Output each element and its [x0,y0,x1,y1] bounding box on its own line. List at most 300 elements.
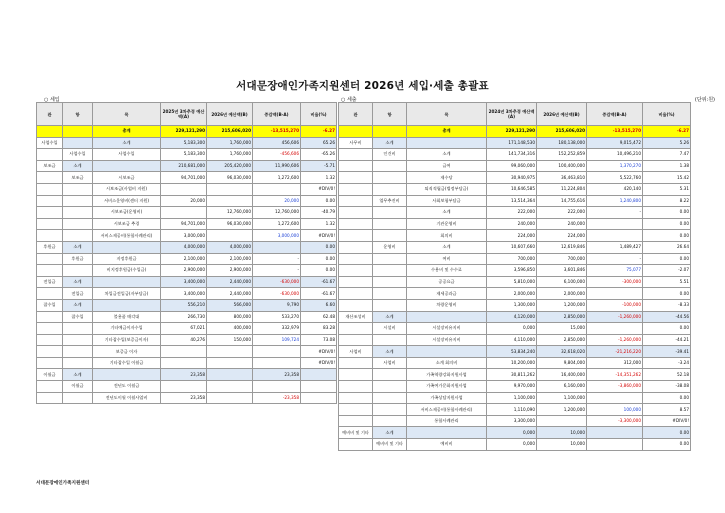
cell-b: 400,000 [207,323,253,335]
cell-d: 332,979 [253,323,301,335]
subtotal-row [339,427,691,439]
cell-c1 [37,218,63,230]
cell-b: 240,000 [537,218,587,230]
table-row [339,299,691,311]
cell-c3: 서비스제공비(통합사례관리) [93,230,161,242]
cell-b: 2,440,000 [207,276,253,288]
cell-r: 0.00 [301,241,337,253]
cell-d [587,427,643,439]
cell-r: 26.64 [643,241,691,253]
cell-c3: 기타잡수입 이월금 [93,357,161,369]
cell-c3: 소계 [407,207,487,219]
cell-d [587,439,643,451]
cell-b: 3,601,846 [537,265,587,277]
cell-c2: 예비비 및 기타 [373,439,407,451]
cell-b: 4,000,000 [207,241,253,253]
cell-c1 [37,172,63,184]
cell-c2: 소계 [373,311,407,323]
cell-c2: 시설비 [373,323,407,335]
cell-c2 [63,183,93,195]
cell-r: -38.08 [643,381,691,393]
cell-c2 [63,346,93,358]
cell-d: 1,370,270 [587,160,643,172]
cell-c2 [373,218,407,230]
cell-r: 6.60 [301,299,337,311]
income-header-row [37,103,337,126]
table-row [339,415,691,427]
table-row [37,265,337,277]
cell-c2 [63,265,93,277]
table-row [37,183,337,195]
cell-c2 [373,369,407,381]
table-row [339,404,691,416]
cell-b: 32,618,020 [537,346,587,358]
cell-r: 8.57 [643,404,691,416]
table-row [37,207,337,219]
subtotal-row [339,346,691,358]
cell-c1 [37,149,63,161]
cell-r: #DIV/0! [301,346,337,358]
column-header: 증감액(B-A) [587,103,643,126]
table-row [37,346,337,358]
cell-a [161,357,207,369]
cell-b [207,357,253,369]
cell-c2 [373,334,407,346]
cell-c2: 소계 [63,299,93,311]
table-row [339,195,691,207]
total-row [339,126,691,138]
cell-d [587,323,643,335]
cell-a: 240,000 [487,218,537,230]
cell-c3: 여비 [407,253,487,265]
cell-c2 [373,253,407,265]
cell-c1: 재산조성비 [339,311,373,323]
table-row [339,392,691,404]
cell-r [301,381,337,393]
cell-a: 9,970,000 [487,381,537,393]
cell-d: - [253,253,301,265]
cell-c3: 예비비 [407,439,487,451]
cell-a: 67,021 [161,323,207,335]
cell-c1 [37,195,63,207]
cell-r: 0.00 [643,288,691,300]
cell-b: 12,619,846 [537,241,587,253]
cell-c1 [339,195,373,207]
cell-c1 [339,323,373,335]
cell-c2: 잡수입 [63,311,93,323]
cell-c3: 퇴직적립금(법정부담금) [407,183,487,195]
cell-b: 2,900,000 [207,265,253,277]
page-title: 서대문장애인가족지원센터 2026년 세입·세출 총괄표 [236,80,489,92]
table-row [37,323,337,335]
cell-d: 9,015,472 [587,137,643,149]
table-row [37,253,337,265]
cell-r: 0.00 [643,207,691,219]
cell-c2 [373,299,407,311]
cell-c3 [407,137,487,149]
cell-b: 2,100,000 [207,253,253,265]
cell-c2: 이월금 [63,381,93,393]
cell-b: 566,000 [207,299,253,311]
cell-a [161,346,207,358]
subtotal-row [37,369,337,381]
cell-b: 180,138,000 [537,137,587,149]
cell-c2: 소계 [373,346,407,358]
cell-d: -100,000 [587,299,643,311]
cell-c1: 사업비 [339,346,373,358]
cell-b: 1,760,000 [207,149,253,161]
cell-c2 [63,207,93,219]
cell-r: 1.32 [301,218,337,230]
cell-a: 99,060,000 [487,160,537,172]
cell-a [161,183,207,195]
cell-c1 [339,207,373,219]
cell-r: -65.26 [301,149,337,161]
cell-c2 [373,276,407,288]
cell-c3: 제수당 [407,172,487,184]
cell-r: 0.00 [643,392,691,404]
cell-c3: 통합사례관리 [407,415,487,427]
cell-c2 [63,334,93,346]
cell-a: 10,607,660 [487,241,537,253]
cell-c3: 제세공과금 [407,288,487,300]
cell-c2 [373,381,407,393]
cell-c1 [37,126,63,138]
cell-d: -456,606 [253,149,301,161]
cell-c2 [373,265,407,277]
cell-b: 215,606,020 [207,126,253,138]
column-header: 2024년 3차추경 예산액(A) [487,103,537,126]
cell-d: 312,000 [587,357,643,369]
cell-r: -5.71 [301,160,337,172]
cell-c3: 회의비 [407,230,487,242]
cell-c1 [339,404,373,416]
cell-c1 [37,311,63,323]
cell-d [253,346,301,358]
cell-c2: 소계 [63,276,93,288]
cell-a: 229,121,290 [487,126,537,138]
cell-c1 [37,323,63,335]
cell-c1 [339,439,373,451]
cell-c1 [339,160,373,172]
table-row [339,172,691,184]
subtotal-row [339,311,691,323]
cell-c1 [339,149,373,161]
cell-c3: 보증금 이자 [93,346,161,358]
cell-r: 73.08 [301,334,337,346]
cell-c3: 총계 [93,126,161,138]
cell-c1 [37,357,63,369]
cell-c2 [373,160,407,172]
cell-b: 96,030,000 [207,218,253,230]
cell-c3: 불용품 매각대 [93,311,161,323]
column-header: 비율(%) [643,103,691,126]
cell-c2 [63,230,93,242]
cell-b: 2,000,000 [537,288,587,300]
expense-section-label: ○ 세출 [341,97,357,103]
cell-c2: 사업수입 [63,149,93,161]
cell-c3 [93,369,161,381]
cell-c1 [37,183,63,195]
table-row [37,230,337,242]
cell-a: 5,183,300 [161,137,207,149]
expense-header-row [339,103,691,126]
cell-d: 23,358 [253,369,301,381]
table-row [339,276,691,288]
table-row [339,369,691,381]
cell-c1: 사업수입 [37,137,63,149]
cell-b [207,183,253,195]
cell-c3 [407,311,487,323]
cell-d: 456,606 [253,137,301,149]
cell-c3 [93,160,161,172]
cell-c3: 시설장비유지비 [407,334,487,346]
cell-r: 0.00 [643,218,691,230]
cell-a: 30,940,975 [487,172,537,184]
cell-d: 12,760,000 [253,207,301,219]
cell-r [301,369,337,381]
cell-c1: 전입금 [37,276,63,288]
column-header: 항 [63,103,93,126]
cell-c3: 공공요금 [407,276,487,288]
table-row [339,381,691,393]
cell-c1 [339,172,373,184]
cell-a [161,381,207,393]
cell-c1: 사무비 [339,137,373,149]
cell-a: 4,000,000 [161,241,207,253]
cell-d: -630,000 [253,288,301,300]
cell-r: 0.00 [643,253,691,265]
cell-c3: 가족상담지원사업 [407,392,487,404]
cell-a: 171,148,530 [487,137,537,149]
income-section-label: ○ 세입 [44,97,60,103]
cell-a: 4,110,000 [487,334,537,346]
cell-c1 [339,415,373,427]
cell-c3: 전년도 이월금 [93,381,161,393]
cell-c2: 소계 [63,241,93,253]
cell-c1 [339,381,373,393]
cell-a: 3,300,000 [487,415,537,427]
cell-b: 10,000 [537,427,587,439]
cell-c2: 운영비 [373,241,407,253]
cell-c2 [373,126,407,138]
cell-d: 1,272,600 [253,172,301,184]
cell-c2 [63,323,93,335]
cell-c1 [37,334,63,346]
subtotal-row [37,276,337,288]
cell-a: 13,514,364 [487,195,537,207]
cell-d: - [253,265,301,277]
table-row [339,288,691,300]
cell-c3: 비지정후원금(수입금) [93,265,161,277]
cell-r: 62.48 [301,311,337,323]
cell-b [207,230,253,242]
cell-r: -8.33 [643,299,691,311]
cell-b: 1,100,000 [537,392,587,404]
cell-r: 0.00 [643,323,691,335]
cell-c3 [93,241,161,253]
column-header: 비율(%) [301,103,337,126]
cell-b [207,392,253,404]
cell-d: -13,515,270 [587,126,643,138]
cell-a: 40,276 [161,334,207,346]
cell-r: 7.47 [643,149,691,161]
cell-a: 266,730 [161,311,207,323]
cell-b: 1,200,000 [537,299,587,311]
cell-a: 1,300,000 [487,299,537,311]
cell-r: -6.27 [301,126,337,138]
cell-c2: 인건비 [373,149,407,161]
table-row [339,253,691,265]
cell-d: 420,140 [587,183,643,195]
cell-d: - [587,207,643,219]
cell-c2: 후원금 [63,253,93,265]
cell-a: 10,646,585 [487,183,537,195]
cell-c3: 지정후원금 [93,253,161,265]
cell-c3: 사회보험부담금 [407,195,487,207]
cell-c1: 잡수입 [37,299,63,311]
table-row [339,241,691,253]
cell-a: 1,110,090 [487,404,537,416]
cell-r: -40.79 [301,207,337,219]
cell-a: 0,000 [487,427,537,439]
cell-r [301,392,337,404]
cell-r: 0.00 [301,253,337,265]
cell-r: 5.31 [643,183,691,195]
cell-d [253,183,301,195]
cell-r: -61.67 [301,276,337,288]
cell-d: 10,496,210 [587,149,643,161]
cell-r: -3.24 [643,357,691,369]
cell-a: 222,000 [487,207,537,219]
cell-d: 1,489,427 [587,241,643,253]
cell-b: 150,000 [207,334,253,346]
cell-d [587,230,643,242]
cell-c3: 총계 [407,126,487,138]
cell-r: -44.56 [643,311,691,323]
cell-c1 [339,265,373,277]
cell-r: 1.32 [301,172,337,184]
cell-r: 65.26 [301,137,337,149]
cell-a: 0,000 [487,439,537,451]
table-row [339,160,691,172]
cell-c3: 시보조금 [93,172,161,184]
table-row [37,334,337,346]
cell-b: 215,606,020 [537,126,587,138]
cell-b: 11,224,804 [537,183,587,195]
cell-r: -44.21 [643,334,691,346]
income-table [36,102,337,404]
column-header: 증감액(B-A) [253,103,301,126]
cell-a: 141,734,316 [487,149,537,161]
cell-c1 [37,381,63,393]
cell-b: 36,463,810 [537,172,587,184]
cell-c2 [373,415,407,427]
cell-c3: 시보조금(운영비) [93,207,161,219]
table-row [339,218,691,230]
cell-c3: 기타잡수입(보증금이자) [93,334,161,346]
cell-a: 23,358 [161,369,207,381]
cell-c2 [63,218,93,230]
cell-a: 94,701,000 [161,172,207,184]
table-row [339,265,691,277]
cell-c2 [373,230,407,242]
cell-c3 [407,427,487,439]
cell-a: 3,400,000 [161,288,207,300]
cell-r: 0.00 [301,195,337,207]
cell-a: 23,358 [161,392,207,404]
cell-a: 5,810,000 [487,276,537,288]
table-row [37,381,337,393]
cell-b: 9,804,000 [537,357,587,369]
cell-c2 [373,288,407,300]
cell-d: 109,724 [253,334,301,346]
cell-r: -2.07 [643,265,691,277]
cell-b [207,369,253,381]
table-row [37,149,337,161]
cell-c3 [93,299,161,311]
cell-c3: 수용비 및 수수료 [407,265,487,277]
cell-c3: 서비스운영비(센터 지원) [93,195,161,207]
table-row [37,172,337,184]
cell-a: 30,811,262 [487,369,537,381]
cell-c3: 가족여가문화지원사업 [407,381,487,393]
cell-d [587,288,643,300]
cell-c1: 이월금 [37,369,63,381]
cell-a: 556,210 [161,299,207,311]
table-row [339,183,691,195]
cell-c3: 급여 [407,160,487,172]
cell-c1 [339,241,373,253]
cell-c2 [63,392,93,404]
cell-r: -61.67 [301,288,337,300]
cell-c1 [37,288,63,300]
subtotal-row [37,137,337,149]
cell-c1 [339,392,373,404]
cell-c2: 소계 [63,160,93,172]
cell-c1: 예비비 및 기타 [339,427,373,439]
cell-r: 0.00 [643,427,691,439]
cell-r: 0.00 [301,265,337,277]
unit-label: (단위:원) [694,97,715,103]
cell-b: 96,030,000 [207,172,253,184]
cell-d: -3,300,000 [587,415,643,427]
cell-r: 8.22 [643,195,691,207]
cell-d [253,357,301,369]
cell-a: 20,000 [161,195,207,207]
cell-a: 700,000 [487,253,537,265]
cell-r: #DIV/0! [301,357,337,369]
cell-c3: 시보조금 추경 [93,218,161,230]
column-header: 관 [37,103,63,126]
cell-c3: 소계 [407,241,487,253]
cell-b [537,415,587,427]
cell-d: 100,000 [587,404,643,416]
cell-c2 [63,195,93,207]
cell-r: 5.51 [643,276,691,288]
cell-d: -14,351,262 [587,369,643,381]
cell-d: 3,000,000 [253,230,301,242]
cell-a: 3,596,850 [487,265,537,277]
cell-d: 1,272,600 [253,218,301,230]
cell-a: 3,000,000 [161,230,207,242]
cell-d: -300,000 [587,276,643,288]
cell-b: 1,200,000 [537,404,587,416]
cell-r: 1.38 [643,160,691,172]
cell-r: #DIV/0! [643,415,691,427]
cell-b: 100,400,000 [537,160,587,172]
cell-a [161,207,207,219]
